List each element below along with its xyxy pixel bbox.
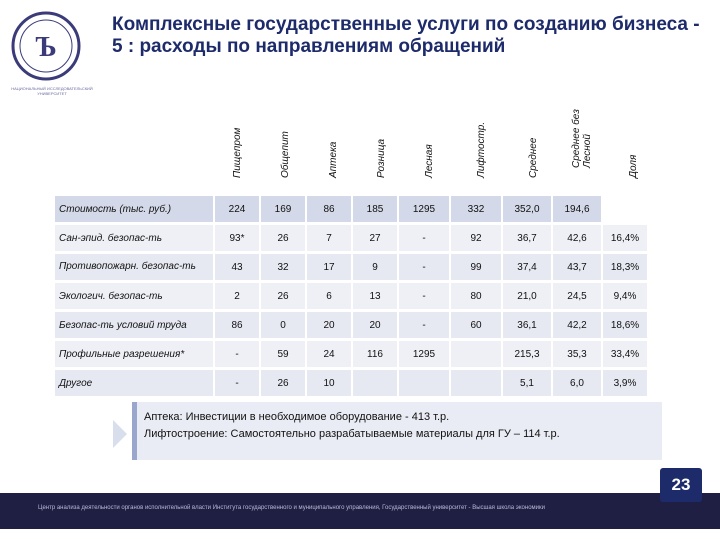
- footer-text: Центр анализа деятельности органов исполнительной власти Института государственного и муниципального управления, Государственный университет - Высшая школа экономики: [38, 505, 545, 511]
- table-cell: 7: [307, 225, 351, 251]
- table-cell: 21,0: [503, 283, 551, 309]
- table-cell: 33,4%: [603, 341, 647, 367]
- table-row: [55, 312, 647, 338]
- table-cell: -: [399, 254, 449, 280]
- column-header: [560, 108, 606, 190]
- table-cell: 9: [353, 254, 397, 280]
- table-cell: 37,4: [503, 254, 551, 280]
- column-header: [262, 108, 310, 190]
- table-cell: 24: [307, 341, 351, 367]
- table-cell: 332: [451, 196, 501, 222]
- table-cell: 10: [307, 370, 351, 396]
- table-row: [55, 283, 647, 309]
- footer-bar: [0, 493, 720, 529]
- table-cell: 20: [307, 312, 351, 338]
- table-cell: [399, 370, 449, 396]
- column-header-label: Пищепром: [232, 127, 243, 178]
- table-cell: 0: [261, 312, 305, 338]
- table-row: [55, 341, 647, 367]
- table-cell: 6: [307, 283, 351, 309]
- table-cell: -: [399, 312, 449, 338]
- row-label: Стоимость (тыс. руб.): [55, 196, 213, 222]
- table-cell: 9,4%: [603, 283, 647, 309]
- table-cell: -: [399, 283, 449, 309]
- table-cell: 17: [307, 254, 351, 280]
- table-cell: 60: [451, 312, 501, 338]
- table-row: [55, 196, 647, 222]
- table-cell: 86: [307, 196, 351, 222]
- table-cell: 93*: [215, 225, 259, 251]
- table-cell: 224: [215, 196, 259, 222]
- svg-text:Ъ: Ъ: [35, 32, 57, 63]
- table-cell: 42,2: [553, 312, 601, 338]
- column-header-label: Среднее: [528, 137, 539, 178]
- table-cell: -: [215, 370, 259, 396]
- note-line: Лифтостроение: Самостоятельно разрабатываемые материалы для ГУ – 114 т.р.: [144, 428, 560, 440]
- column-header: [510, 108, 558, 190]
- table-cell: [451, 370, 501, 396]
- column-header: [458, 108, 506, 190]
- row-label: Безопас-ть условий труда: [55, 312, 213, 338]
- table-cell: 24,5: [553, 283, 601, 309]
- table-cell: 16,4%: [603, 225, 647, 251]
- column-header: [310, 108, 358, 190]
- column-header: [610, 108, 658, 190]
- table-cell: 86: [215, 312, 259, 338]
- table-cell: 18,3%: [603, 254, 647, 280]
- table-row: [55, 254, 647, 280]
- column-header-label: Лесная: [424, 144, 435, 178]
- table-cell: 18,6%: [603, 312, 647, 338]
- table-cell: 99: [451, 254, 501, 280]
- column-header-label: Среднее без Лесной: [571, 109, 593, 168]
- row-label: Противопожарн. безопас-ть: [55, 254, 213, 280]
- column-header: [358, 108, 406, 190]
- column-header: [214, 108, 262, 190]
- table-cell: [451, 341, 501, 367]
- table-cell: [603, 196, 647, 222]
- slide-title: Комплексные государственные услуги по созданию бизнеса - 5 : расходы по направлениям обращений: [112, 14, 700, 57]
- table-cell: 35,3: [553, 341, 601, 367]
- table-cell: 3,9%: [603, 370, 647, 396]
- column-header-label: Аптека: [328, 141, 339, 178]
- table-row: [55, 225, 647, 251]
- table-cell: 26: [261, 283, 305, 309]
- table-cell: 36,1: [503, 312, 551, 338]
- table-cell: 2: [215, 283, 259, 309]
- table-cell: 215,3: [503, 341, 551, 367]
- table-cell: 1295: [399, 341, 449, 367]
- page-number: 23: [660, 468, 702, 502]
- table-cell: 6,0: [553, 370, 601, 396]
- table-cell: 36,7: [503, 225, 551, 251]
- row-label: Сан-эпид. безопас-ть: [55, 225, 213, 251]
- table-cell: 43: [215, 254, 259, 280]
- row-label: Другое: [55, 370, 213, 396]
- table-cell: 80: [451, 283, 501, 309]
- table-row: [55, 370, 647, 396]
- note-box: [132, 402, 662, 460]
- column-header-label: Лифтостр.: [476, 121, 487, 178]
- table-cell: 92: [451, 225, 501, 251]
- table-cell: 20: [353, 312, 397, 338]
- table-cell: 13: [353, 283, 397, 309]
- table-cell: 26: [261, 370, 305, 396]
- table-cell: 185: [353, 196, 397, 222]
- table-cell: -: [399, 225, 449, 251]
- column-header-label: Розница: [376, 138, 387, 178]
- column-header-label: Доля: [628, 154, 639, 178]
- table-cell: 43,7: [553, 254, 601, 280]
- table-cell: 169: [261, 196, 305, 222]
- note-accent-bar: [132, 402, 137, 460]
- note-pointer: [113, 420, 127, 448]
- table-cell: 27: [353, 225, 397, 251]
- table-cell: 194,6: [553, 196, 601, 222]
- table-cell: 26: [261, 225, 305, 251]
- table-cell: 59: [261, 341, 305, 367]
- logo-caption: НАЦИОНАЛЬНЫЙ ИССЛЕДОВАТЕЛЬСКИЙ УНИВЕРСИТЕТ: [11, 86, 93, 96]
- row-label: Профильные разрешения*: [55, 341, 213, 367]
- column-header-label: Общепит: [280, 131, 291, 178]
- university-logo: [10, 10, 82, 82]
- table-cell: 42,6: [553, 225, 601, 251]
- expenses-table: [53, 193, 649, 399]
- column-header: [406, 108, 454, 190]
- row-label: Экологич. безопас-ть: [55, 283, 213, 309]
- table-cell: 116: [353, 341, 397, 367]
- table-cell: 5,1: [503, 370, 551, 396]
- note-line: Аптека: Инвестиции в необходимое оборудование - 413 т.р.: [144, 411, 450, 423]
- table-cell: -: [215, 341, 259, 367]
- table-cell: 32: [261, 254, 305, 280]
- table-cell: 352,0: [503, 196, 551, 222]
- table-cell: [353, 370, 397, 396]
- table-cell: 1295: [399, 196, 449, 222]
